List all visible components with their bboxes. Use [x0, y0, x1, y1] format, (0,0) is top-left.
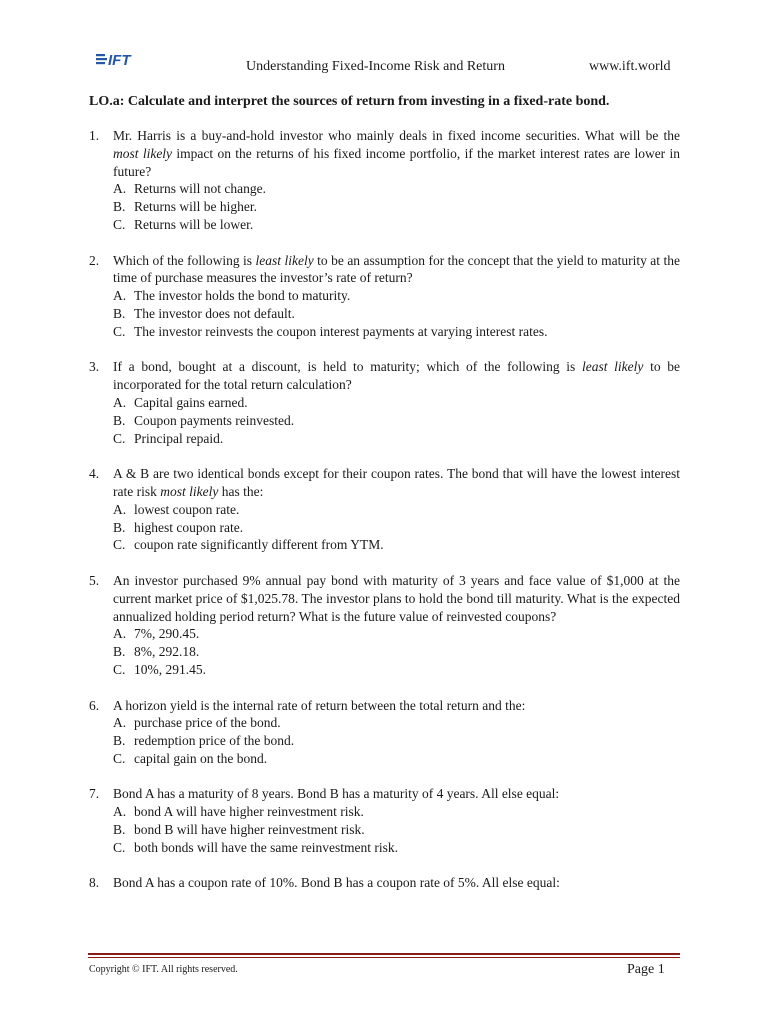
- answer-option-c: C. capital gain on the bond.: [113, 750, 268, 766]
- question-number: 6.: [89, 697, 100, 713]
- answer-option-a: A. Returns will not change.: [113, 181, 266, 197]
- answer-option-c: C. Returns will be lower.: [113, 216, 254, 232]
- copyright-notice: Copyright © IFT. All rights reserved.: [89, 964, 238, 975]
- answer-option-b: B. Coupon payments reinvested.: [113, 412, 295, 428]
- question-stem: A & B are two identical bonds except for their coupon rates. The bond that will have the lowest interest rate risk most likely has the:: [113, 466, 680, 499]
- question-6: [89, 697, 680, 768]
- question-stem: Bond A has a maturity of 8 years. Bond B has a maturity of 4 years. All else equal:: [113, 786, 560, 802]
- answer-option-a: A. Capital gains earned.: [113, 394, 248, 410]
- question-2: [89, 252, 680, 341]
- answer-option-b: B. bond B will have higher reinvestment risk.: [113, 822, 365, 838]
- question-stem: Which of the following is least likely to be an assumption for the concept that the yield to maturity at the time of purchase measures the investor’s rate of return?: [113, 252, 680, 286]
- answer-option-c: C. 10%, 291.45.: [113, 661, 206, 677]
- question-stem: A horizon yield is the internal rate of return between the total return and the:: [113, 697, 526, 713]
- page-number: Page 1: [627, 962, 665, 977]
- question-number: 4.: [89, 466, 100, 482]
- answer-option-b: B. redemption price of the bond.: [113, 733, 295, 749]
- question-number: 7.: [89, 786, 100, 802]
- answer-option-a: A. purchase price of the bond.: [113, 715, 281, 731]
- answer-option-a: A. The investor holds the bond to maturity.: [113, 288, 351, 304]
- question-number: 8.: [89, 875, 100, 891]
- question-5: [89, 572, 680, 679]
- ift-logo: [96, 50, 148, 68]
- learning-objective-heading: LO.a: Calculate and interpret the sources of return from investing in a fixed-rate bond.: [89, 94, 610, 109]
- answer-option-c: C. The investor reinvests the coupon interest payments at varying interest rates.: [113, 323, 548, 339]
- footer-rule-thin: [88, 957, 680, 958]
- question-1: [89, 127, 680, 234]
- answer-option-c: C. coupon rate significantly different from YTM.: [113, 537, 384, 553]
- footer-rule-thick: [88, 953, 680, 955]
- question-number: 1.: [89, 128, 100, 143]
- answer-option-b: B. highest coupon rate.: [113, 519, 244, 535]
- question-number: 5.: [89, 572, 100, 588]
- answer-option-c: C. Principal repaid.: [113, 430, 224, 446]
- answer-option-c: C. both bonds will have the same reinvestment risk.: [113, 839, 398, 855]
- question-8: [89, 874, 680, 892]
- question-stem: Bond A has a coupon rate of 10%. Bond B has a coupon rate of 5%. All else equal:: [113, 875, 560, 891]
- ift-logo-text: IFT: [108, 52, 131, 68]
- answer-option-a: A. lowest coupon rate.: [113, 501, 240, 517]
- answer-option-a: A. bond A will have higher reinvestment risk.: [113, 804, 364, 820]
- answer-option-b: B. Returns will be higher.: [113, 199, 257, 215]
- header-title: Understanding Fixed-Income Risk and Return: [246, 59, 505, 74]
- question-number: 2.: [89, 252, 100, 268]
- answer-option-b: B. The investor does not default.: [113, 305, 295, 321]
- question-list: [89, 127, 680, 910]
- question-3: [89, 358, 680, 447]
- answer-option-a: A. 7%, 290.45.: [113, 626, 200, 642]
- question-7: [89, 785, 680, 856]
- header-url[interactable]: www.ift.world: [589, 59, 671, 74]
- question-stem: An investor purchased 9% annual pay bond with maturity of 3 years and face value of $1,000 at the current market price of $1,025.78. The investor plans to hold the bond till maturity. What is the expected annualized holding period return? What is the future value of reinvested coupons?: [113, 572, 680, 624]
- question-stem: Mr. Harris is a buy-and-hold investor who mainly deals in fixed income securities. What will be the most likely impact on the returns of his fixed income portfolio, if the market interest rates are lower in future?: [113, 128, 681, 179]
- question-4: [89, 465, 680, 554]
- question-number: 3.: [89, 359, 100, 375]
- answer-option-b: B. 8%, 292.18.: [113, 644, 200, 660]
- question-stem: If a bond, bought at a discount, is held to maturity; which of the following is least likely to be incorporated for the total return calculation?: [113, 359, 680, 393]
